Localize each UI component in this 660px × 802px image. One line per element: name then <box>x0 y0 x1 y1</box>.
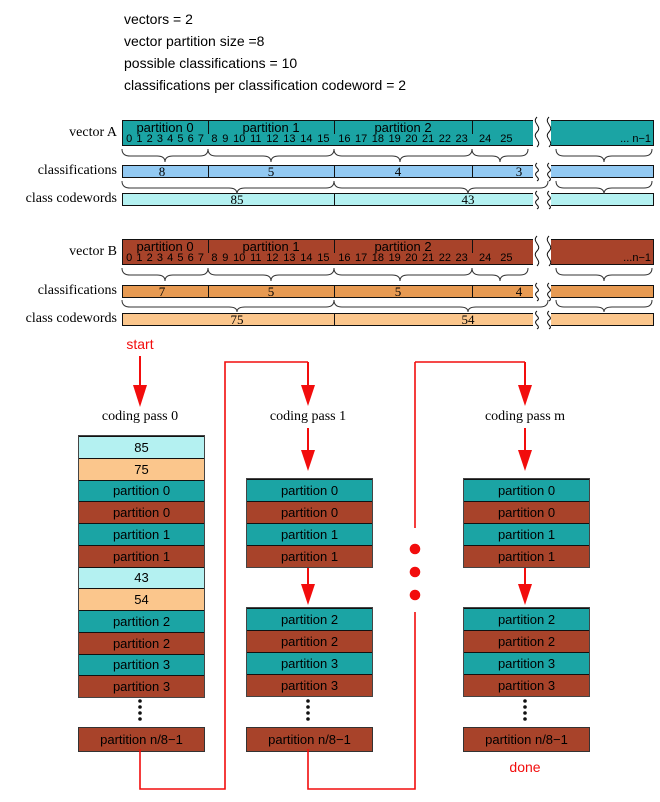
pass-cell-label: partition 1 <box>497 549 556 564</box>
index-number: 4 <box>167 133 174 145</box>
classification-value: 7 <box>158 284 166 299</box>
red-dot <box>410 590 421 601</box>
pass-cell-label: partition 0 <box>112 505 171 521</box>
brace <box>334 149 472 162</box>
codeword-value: 85 <box>230 192 244 207</box>
index-number: 3 <box>156 133 163 145</box>
classification-value: 8 <box>158 164 166 179</box>
vector-a-label: vector A <box>69 125 117 140</box>
flow-arrows <box>140 356 525 789</box>
break-mark <box>548 191 551 209</box>
index-number: 8 <box>211 133 218 145</box>
brace <box>122 300 334 312</box>
coding-pass-1-label: coding pass 1 <box>269 409 347 424</box>
pass-cell-label: partition 1 <box>112 548 171 564</box>
index-number: 10 <box>233 252 246 264</box>
flow-arrowheads <box>133 385 532 608</box>
index-number: 7 <box>197 252 204 264</box>
pass-cell-label: partition 2 <box>280 634 339 649</box>
arrowhead <box>518 450 532 471</box>
brace <box>122 181 334 194</box>
red-dot <box>410 544 421 555</box>
pass-cell-label: partition 0 <box>280 505 339 520</box>
index-number: 23 <box>455 133 468 145</box>
more-passes-ellipsis-dots <box>410 544 421 601</box>
classification-value: 4 <box>394 164 402 179</box>
pass-cell-label: partition 2 <box>497 612 556 627</box>
index-number: 1 <box>136 133 143 145</box>
index-number: 25 <box>500 133 513 145</box>
pass-cell-label: partition 2 <box>497 634 556 649</box>
index-number: 12 <box>266 252 279 264</box>
index-number: 13 <box>283 252 296 264</box>
brace <box>208 268 334 281</box>
codeword-value: 54 <box>461 312 475 327</box>
pass-cell-label: partition 3 <box>112 679 171 695</box>
break-mark <box>535 236 538 266</box>
brace <box>556 268 652 281</box>
brace <box>334 268 472 281</box>
pass-cell-label: 43 <box>134 570 149 586</box>
index-number: 9 <box>222 133 229 145</box>
codeword-value: 75 <box>230 312 244 327</box>
break-mark <box>536 191 539 209</box>
dot <box>523 705 527 709</box>
vector-b-label: vector B <box>69 244 117 259</box>
arrowhead <box>518 584 532 605</box>
index-number: 16 <box>338 252 351 264</box>
index-number: 4 <box>167 252 174 264</box>
pass-cell-label: 85 <box>134 439 149 455</box>
vector-a-tail-indices: ... n−1 <box>620 133 651 145</box>
brace <box>472 149 528 162</box>
index-number: 5 <box>177 133 184 145</box>
index-number: 5 <box>177 252 184 264</box>
index-number: 3 <box>156 252 163 264</box>
brace <box>334 181 548 194</box>
arrowhead <box>301 385 315 406</box>
index-number: 7 <box>197 133 204 145</box>
index-number: 17 <box>355 252 368 264</box>
classification-value: 4 <box>515 284 523 299</box>
braces-vector-b-row1 <box>122 268 652 281</box>
index-number: 18 <box>371 252 384 264</box>
index-number: 21 <box>422 133 435 145</box>
break-mark <box>536 283 539 301</box>
vector-b-tail-indices: ...n−1 <box>623 252 651 264</box>
dot <box>138 711 142 715</box>
pass-cell-label: partition 0 <box>280 483 339 498</box>
classification-value: 5 <box>267 164 275 179</box>
braces-vector-a-row1 <box>122 149 652 162</box>
pass-cell-label: partition 0 <box>112 483 171 499</box>
index-number: 2 <box>146 252 153 264</box>
break-mark <box>548 283 551 301</box>
index-number: 23 <box>455 252 468 264</box>
braces-vector-a-row2 <box>122 181 652 194</box>
vector-a-partition-1-label: partition 1 <box>242 120 300 135</box>
break-mark <box>547 117 550 147</box>
brace <box>556 181 652 194</box>
index-number: 0 <box>126 133 133 145</box>
index-number: 24 <box>479 133 492 145</box>
tail-box-label: partition n/8−1 <box>268 732 351 747</box>
index-number: 16 <box>338 133 351 145</box>
vector-a-classifications-label: classifications <box>37 163 117 178</box>
red-dot <box>410 567 421 578</box>
pass-cell-label: partition 2 <box>112 635 171 651</box>
index-number: 25 <box>500 252 513 264</box>
brace <box>472 268 528 281</box>
pass-cell-label: partition 3 <box>280 656 339 671</box>
dot <box>138 717 142 721</box>
index-number: 22 <box>438 252 451 264</box>
break-mark <box>548 163 551 181</box>
arrowhead <box>301 450 315 471</box>
break-mark <box>536 311 539 329</box>
classification-value: 5 <box>267 284 275 299</box>
index-number: 24 <box>479 252 492 264</box>
break-mark <box>548 311 551 329</box>
dot <box>523 717 527 721</box>
arrowhead <box>133 385 147 407</box>
index-number: 1 <box>136 252 143 264</box>
pass0-to-pass1-connector <box>140 362 308 789</box>
index-number: 14 <box>300 133 313 145</box>
pass-cell-label: 54 <box>134 592 149 608</box>
index-number: 21 <box>422 252 435 264</box>
vector-a-partition-2-label: partition 2 <box>374 120 432 135</box>
pass-cell-label: partition 1 <box>280 527 339 542</box>
index-number: 10 <box>233 133 246 145</box>
index-number: 12 <box>266 133 279 145</box>
done-label: done <box>509 759 541 775</box>
param-line: vectors = 2 <box>124 11 193 27</box>
start-label: start <box>126 336 154 352</box>
dot <box>306 699 310 703</box>
pass-cell-label: partition 3 <box>112 657 171 673</box>
vector-b-partition-1-label: partition 1 <box>242 239 300 254</box>
arrowhead <box>518 385 532 406</box>
index-number: 18 <box>371 133 384 145</box>
pass-cell-label: partition 1 <box>280 549 339 564</box>
vector-b-classifications-label: classifications <box>37 283 117 298</box>
vector-b-partition-2-label: partition 2 <box>374 239 432 254</box>
codeword-value: 43 <box>461 192 475 207</box>
classification-value: 3 <box>515 164 523 179</box>
coding-pass-m-label: coding pass m <box>484 409 566 424</box>
pass-cell-label: partition 3 <box>497 656 556 671</box>
brace <box>122 268 208 281</box>
index-number: 14 <box>300 252 313 264</box>
pass-cell-label: partition 1 <box>497 527 556 542</box>
index-number: 13 <box>283 133 296 145</box>
pass-cell-label: partition 3 <box>497 678 556 693</box>
vector-b-codewords-label: class codewords <box>25 311 117 326</box>
index-number: 22 <box>438 133 451 145</box>
brace <box>334 300 548 312</box>
break-mark <box>535 117 538 147</box>
pass-cell-label: partition 2 <box>112 613 171 629</box>
index-number: 20 <box>405 133 418 145</box>
break-mark <box>547 236 550 266</box>
param-line: vector partition size =8 <box>124 33 265 49</box>
dot <box>138 705 142 709</box>
index-number: 2 <box>146 133 153 145</box>
dot <box>306 711 310 715</box>
braces-vector-b-row2 <box>122 300 652 312</box>
dot <box>523 699 527 703</box>
tail-box-label: partition n/8−1 <box>485 732 568 747</box>
pass-cell-label: partition 0 <box>497 483 556 498</box>
column-ellipsis-dots <box>138 699 527 721</box>
vector-a-partition-0-label: partition 0 <box>136 120 194 135</box>
classification-value: 5 <box>394 284 402 299</box>
index-number: 6 <box>187 252 194 264</box>
pass-cell-label: partition 2 <box>280 612 339 627</box>
dot <box>306 717 310 721</box>
vector-a-codewords-label: class codewords <box>25 191 117 206</box>
coding-pass-0-label: coding pass 0 <box>101 409 179 424</box>
break-mark <box>536 163 539 181</box>
dot <box>306 705 310 709</box>
brace <box>122 149 208 162</box>
pass-cell-label: 75 <box>134 461 149 477</box>
index-number: 8 <box>211 252 218 264</box>
brace <box>208 149 334 162</box>
index-number: 19 <box>388 133 401 145</box>
index-number: 11 <box>250 252 262 264</box>
vector-b-partition-0-label: partition 0 <box>136 239 194 254</box>
arrowhead <box>301 584 315 605</box>
index-number: 6 <box>187 133 194 145</box>
index-number: 19 <box>388 252 401 264</box>
index-number: 9 <box>222 252 229 264</box>
index-number: 17 <box>355 133 368 145</box>
brace <box>556 300 652 312</box>
index-number: 0 <box>126 252 133 264</box>
brace <box>556 149 652 162</box>
pass-cell-label: partition 0 <box>497 505 556 520</box>
index-number: 15 <box>317 133 330 145</box>
break-marks <box>535 117 550 329</box>
pass-cell-label: partition 3 <box>280 678 339 693</box>
dot <box>523 711 527 715</box>
param-line: possible classifications = 10 <box>124 55 298 71</box>
index-number: 15 <box>317 252 330 264</box>
pass-cell-label: partition 1 <box>112 526 171 542</box>
dot <box>138 699 142 703</box>
param-line: classifications per classification codeword = 2 <box>124 77 407 93</box>
pass1-to-passm-connector-lower <box>308 612 415 789</box>
index-number: 20 <box>405 252 418 264</box>
index-number: 11 <box>250 133 262 145</box>
tail-box-label: partition n/8−1 <box>100 732 183 747</box>
